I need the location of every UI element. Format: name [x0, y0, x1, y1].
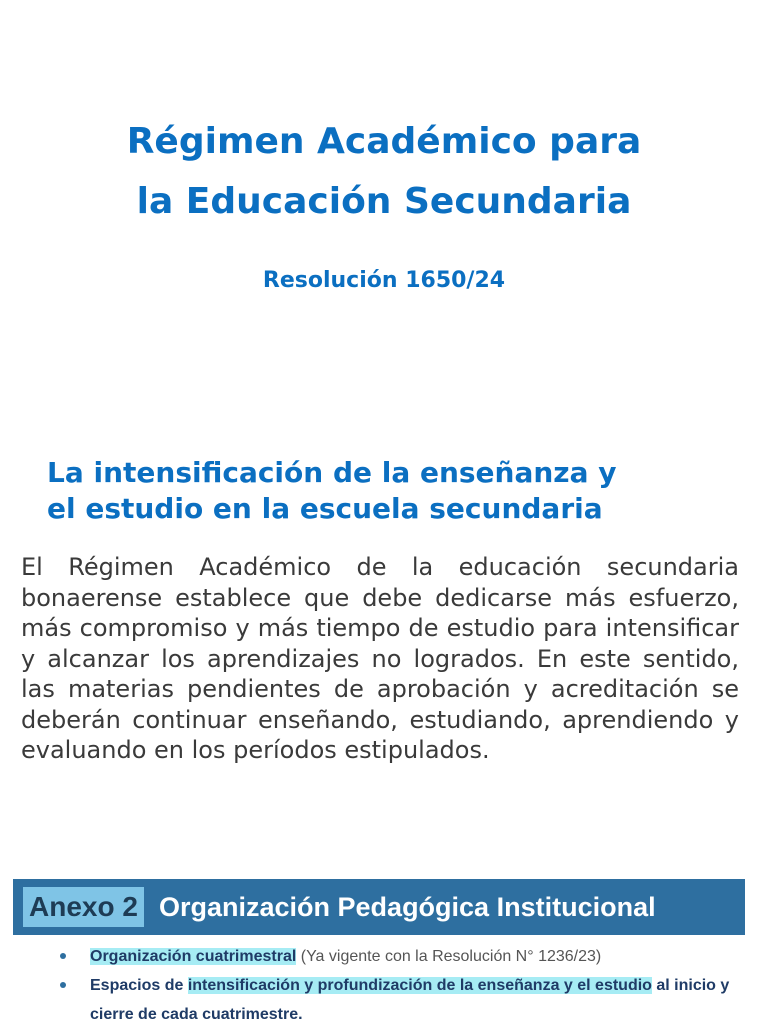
- annex-title: Organización Pedagógica Institucional: [159, 892, 656, 922]
- annex-bullet-list: [60, 942, 750, 1029]
- bullet-icon: [60, 982, 66, 988]
- bullet-text: (Ya vigente con la Resolución N° 1236/23): [296, 948, 602, 965]
- resolution-subtitle: Resolución 1650/24: [262, 268, 506, 293]
- annex-label: Anexo 2: [23, 887, 144, 927]
- list-item: [60, 942, 750, 971]
- section-heading-line-1: La intensificación de la enseñanza y: [47, 456, 617, 489]
- title-line-1: Régimen Académico para: [126, 121, 642, 162]
- bullet-highlight: intensificación y profundización de la enseñanza y el estudio: [187, 977, 652, 994]
- bullet-text: al inicio y cierre de cada cuatrimestre.: [90, 977, 730, 1023]
- bullet-prefix: Espacios de: [90, 977, 188, 994]
- section-heading: [47, 455, 747, 527]
- annex-banner-image: [13, 879, 745, 935]
- document-title: [0, 112, 768, 232]
- section-heading-line-2: el estudio en la escuela secundaria: [47, 492, 603, 525]
- list-item: [60, 971, 750, 1029]
- title-line-2: la Educación Secundaria: [136, 181, 632, 222]
- bullet-highlight: Organización cuatrimestral: [90, 948, 297, 965]
- section-body-paragraph: El Régimen Académico de la educación secundaria bonaerense establece que debe dedicarse más esfuerzo, más compromiso y más tiempo de estudio para intensificar y alcanzar los aprendizajes no logrados. En este sentido, las materias pendientes de aprobación y acreditación se deberán continuar enseñando, estudiando, aprendiendo y evaluando en los períodos estipulados.: [21, 553, 739, 764]
- bullet-icon: [60, 953, 66, 959]
